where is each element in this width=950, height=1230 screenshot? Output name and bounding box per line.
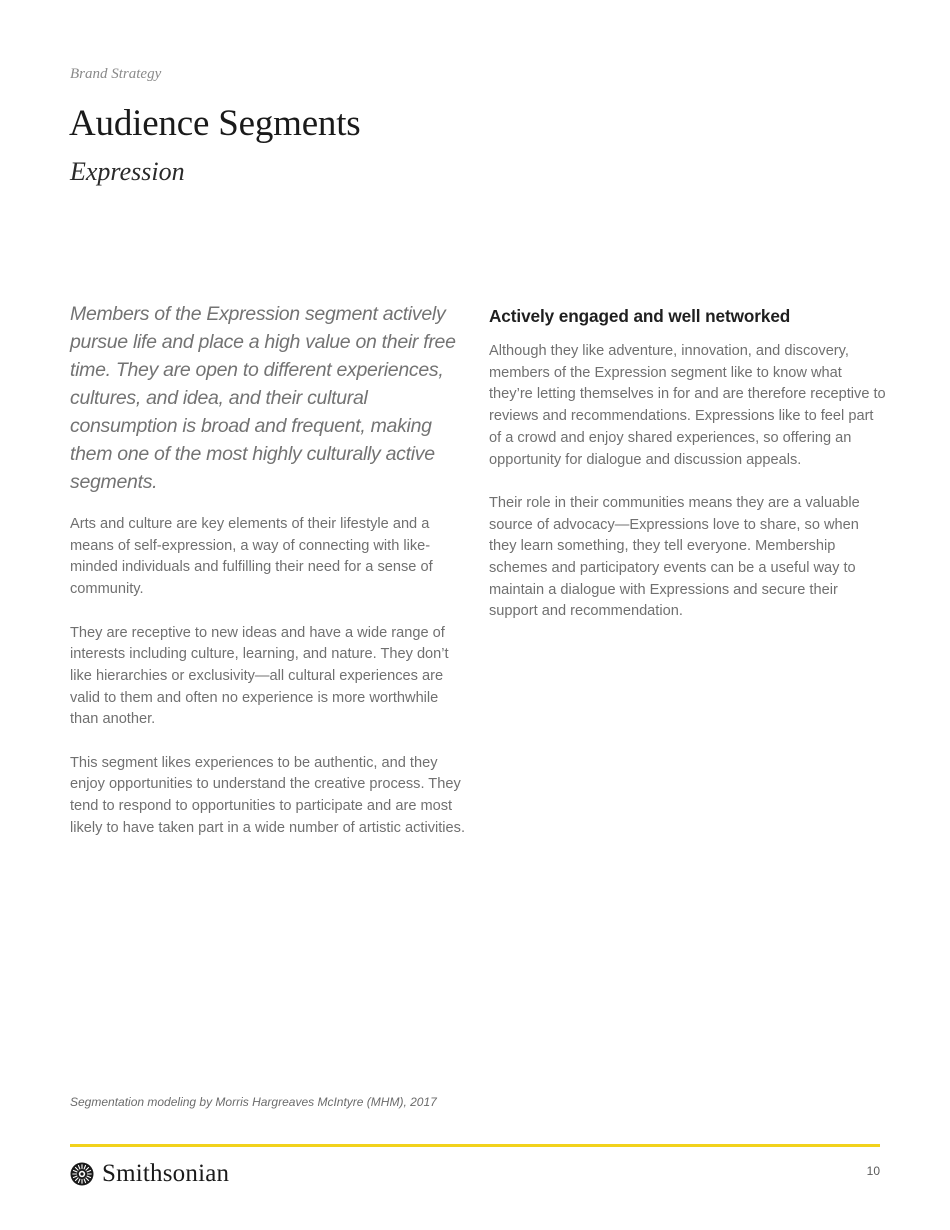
- section-heading: Actively engaged and well networked: [489, 306, 791, 326]
- left-column: [70, 300, 470, 861]
- lead-paragraph: Members of the Expression segment actively pursue life and place a high value on their free time. They are open to different experiences, cultures, and idea, and their cultural consumption is broad and frequent, making them one of the most highly culturally active segments.: [70, 303, 456, 493]
- smithsonian-logo: [70, 1160, 229, 1188]
- source-footnote: Segmentation modeling by Morris Hargreaves McIntyre (MHM), 2017: [70, 1095, 437, 1109]
- right-column: [489, 306, 889, 645]
- body-paragraph: Arts and culture are key elements of their lifestyle and a means of self-expression, a way of connecting with like-minded individuals and fulfilling their need for a sense of community.: [70, 516, 433, 598]
- page-subtitle: Expression: [70, 157, 185, 186]
- section-kicker: Brand Strategy: [70, 66, 162, 82]
- body-paragraph: They are receptive to new ideas and have a wide range of interests including culture, learning, and nature. They don’t like hierarchies or exclusivity—all cultural experiences are valid to them and often no experience is more worthwhile than another.: [70, 624, 449, 728]
- footer-divider: [70, 1144, 880, 1147]
- page-title: Audience Segments: [69, 103, 361, 144]
- sunburst-icon: [70, 1162, 94, 1186]
- body-paragraph: Their role in their communities means they are a valuable source of advocacy—Expressions love to share, so when they learn something, they tell everyone. Membership schemes and participatory events can be a useful way to maintain a dialogue with Expressions and secure their support and recommendation.: [489, 494, 860, 620]
- body-paragraph: This segment likes experiences to be authentic, and they enjoy opportunities to understand the creative process. They tend to respond to opportunities to participate and are most likely to have taken part in a wide number of artistic activities.: [70, 754, 466, 836]
- logo-wordmark: Smithsonian: [102, 1160, 230, 1187]
- body-paragraph: Although they like adventure, innovation, and discovery, members of the Expression segment like to know what they’re letting themselves in for and are therefore receptive to reviews and recommendations. Expressions like to feel part of a crowd and enjoy shared experiences, so offering an opportunity for dialogue and discussion appeals.: [489, 343, 886, 468]
- page-number: 10: [866, 1164, 880, 1178]
